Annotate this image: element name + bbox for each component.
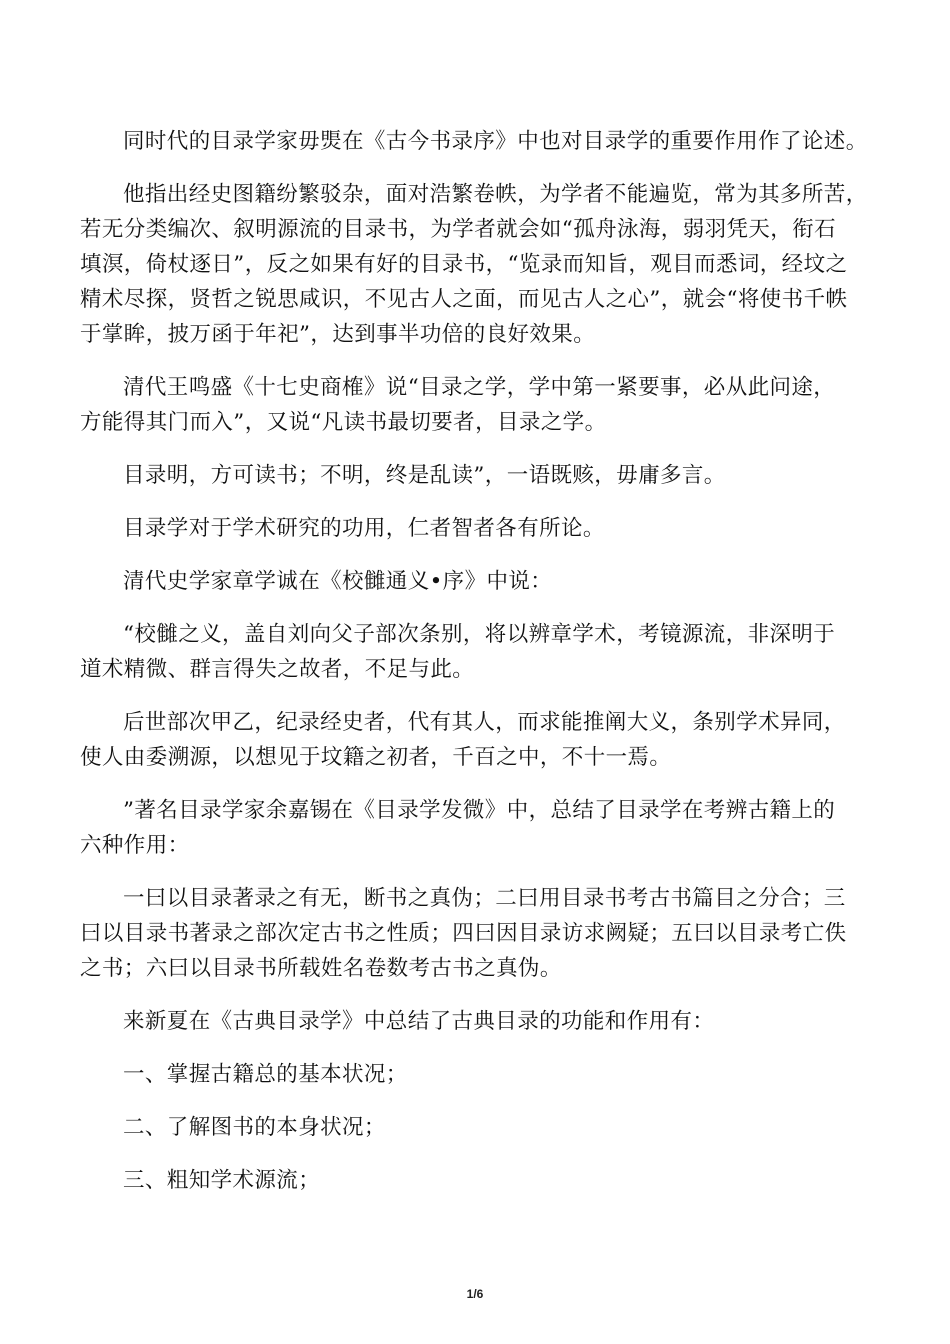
paragraph: 一曰以目录著录之有无，断书之真伪；二曰用目录书考古书篇目之分合；三 曰以目录书著录之部次定古书之性质；四曰因目录访求阙疑；五曰以目录考亡佚 之书；六曰以目录书所载姓名卷数考古书之真伪。 [80, 886, 847, 981]
paragraph: “校雠之义，盖自刘向父子部次条别，将以辨章学术，考镜源流，非深明于 道术精微、群言得失之故者，不足与此。 [80, 622, 836, 682]
document-body [80, 124, 880, 1216]
paragraph: 目录明，方可读书；不明，终是乱读”，一语既赅，毋庸多言。 [123, 463, 726, 488]
paragraph: 清代王鸣盛《十七史商榷》说“目录之学，学中第一紧要事，必从此问途， 方能得其门而入”，又说“凡读书最切要者，目录之学。 [80, 375, 836, 435]
paragraph: 清代史学家章学诚在《校雠通义•序》中说： [123, 569, 553, 594]
paragraph: 他指出经史图籍纷繁驳杂，面对浩繁卷帙，为学者不能遍览，常为其多所苦， 若无分类编次、叙明源流的目录书，为学者就会如“孤舟泳海，弱羽凭天，衔石 填溟，倚杖逐日”，反之如果有好的目录书，“览录而知旨，观目而悉词，经坟之 精术尽探，贤哲之锐思咸识，不见古人之面，而见古人之心”，就会“将使书千帙 于掌眸，披万函于年祀”，达到事半功倍的良好效果。 [80, 182, 868, 347]
paragraph: 同时代的目录学家毋煚在《古今书录序》中也对目录学的重要作用作了论述。 [123, 129, 868, 154]
paragraph: 目录学对于学术研究的功用，仁者智者各有所论。 [123, 516, 605, 541]
list-item: 一、掌握古籍总的基本状况； [123, 1062, 408, 1087]
paragraph: ”著名目录学家余嘉锡在《目录学发微》中，总结了目录学在考辨古籍上的 六种作用： [80, 798, 836, 858]
list-item: 三、粗知学术源流； [123, 1168, 321, 1193]
list-item: 二、了解图书的本身状况； [123, 1115, 386, 1140]
paragraph: 后世部次甲乙，纪录经史者，代有其人，而求能推阐大义，条别学术异同， 使人由委溯源，以想见于坟籍之初者，千百之中，不十一焉。 [80, 710, 846, 770]
paragraph: 来新夏在《古典目录学》中总结了古典目录的功能和作用有： [123, 1009, 715, 1034]
page-number: 1/6 [466, 1287, 484, 1301]
